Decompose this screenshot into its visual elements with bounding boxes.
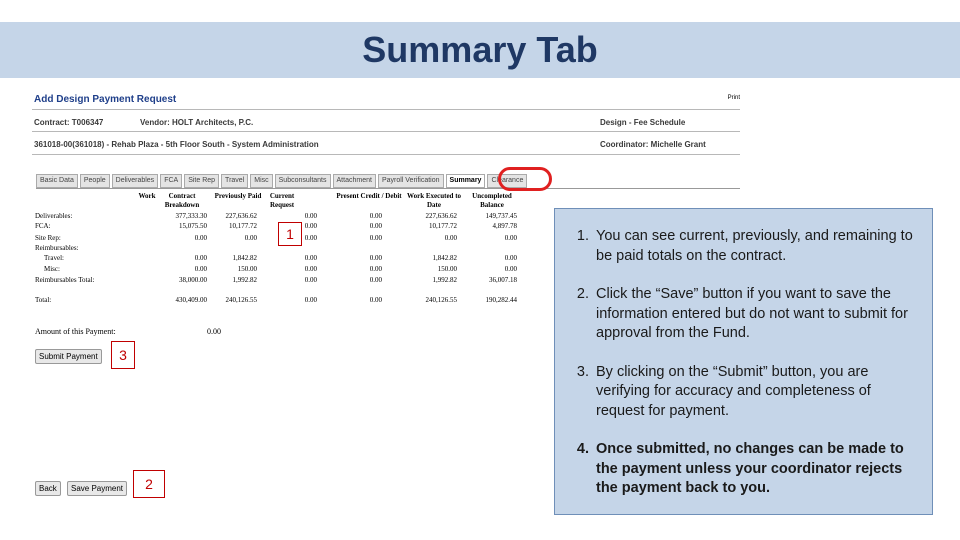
table-cell: 0.00 (304, 212, 317, 220)
tab-misc[interactable]: Misc (250, 174, 272, 188)
table-cell: 0.00 (369, 254, 382, 262)
table-cell: 0.00 (304, 276, 317, 284)
amount-label: Amount of this Payment: (35, 327, 116, 336)
table-cell: 1,992.82 (432, 276, 457, 284)
tab-deliverables[interactable]: Deliverables (112, 174, 159, 188)
tab-basic-data[interactable]: Basic Data (36, 174, 78, 188)
column-header: Work (138, 192, 156, 200)
table-cell: 240,126.55 (425, 296, 457, 304)
callout-badge-3: 3 (111, 341, 135, 369)
table-cell: 0.00 (304, 234, 317, 242)
project-name: 361018-00(361018) - Rehab Plaza - 5th Floor South - System Administration (34, 140, 319, 149)
column-header: Work Executed to Date (406, 192, 462, 209)
table-cell: 0.00 (304, 254, 317, 262)
back-button[interactable]: Back (35, 481, 61, 496)
summary-table (32, 192, 532, 312)
table-cell: 0.00 (194, 265, 207, 273)
coordinator-name: Coordinator: Michelle Grant (600, 140, 706, 149)
column-header: Present Credit / Debit (336, 192, 402, 200)
row-label: Travel: (44, 254, 64, 262)
table-cell: 1,992.82 (232, 276, 257, 284)
column-header: Previously Paid (214, 192, 262, 200)
form-title: Add Design Payment Request (34, 94, 177, 105)
callout-badge-1: 1 (278, 222, 302, 246)
row-label: Reimbursables Total: (35, 276, 95, 284)
row-label: Deliverables: (35, 212, 73, 220)
table-cell: 150.00 (437, 265, 457, 273)
table-cell: 4,897.78 (492, 222, 517, 230)
notes-panel (554, 208, 933, 515)
table-cell: 38,000.00 (179, 276, 207, 284)
row-label: Misc: (44, 265, 60, 273)
note-number: 2. (576, 286, 589, 302)
table-cell: 227,636.62 (225, 212, 257, 220)
divider (32, 154, 740, 155)
table-cell: 0.00 (194, 254, 207, 262)
column-header: Uncompleted Balance (472, 192, 512, 209)
table-cell: 0.00 (504, 234, 517, 242)
table-cell: 0.00 (304, 296, 317, 304)
tab-people[interactable]: People (80, 174, 110, 188)
table-cell: 15,075.50 (179, 222, 207, 230)
note-text: Once submitted, no changes can be made to the payment unless your coordinator rejects the payment back to you. (596, 441, 904, 496)
print-link[interactable]: Print (727, 95, 740, 101)
column-header: Contract Breakdown (164, 192, 200, 209)
table-cell: 190,282.44 (485, 296, 517, 304)
table-cell: 1,842.82 (232, 254, 257, 262)
title-bar (0, 22, 960, 78)
table-cell: 0.00 (369, 222, 382, 230)
table-cell: 0.00 (304, 265, 317, 273)
table-cell: 0.00 (304, 222, 317, 230)
tab-underline (36, 188, 740, 189)
save-payment-button[interactable]: Save Payment (67, 481, 127, 496)
tab-travel[interactable]: Travel (221, 174, 248, 188)
divider (32, 131, 740, 132)
tab-subconsultants[interactable]: Subconsultants (275, 174, 331, 188)
submit-payment-button[interactable]: Submit Payment (35, 349, 102, 364)
table-cell: 0.00 (194, 234, 207, 242)
note-item (561, 440, 916, 499)
table-cell: 10,177.72 (229, 222, 257, 230)
note-text: By clicking on the “Submit” button, you are verifying for accuracy and completeness of request for payment. (596, 363, 871, 419)
table-cell: 0.00 (369, 212, 382, 220)
table-cell: 0.00 (369, 234, 382, 242)
fee-schedule: Design - Fee Schedule (600, 118, 686, 127)
note-number: 4. (576, 441, 589, 457)
note-text: You can see current, previously, and remaining to be paid totals on the contract. (596, 228, 913, 264)
table-cell: 0.00 (369, 265, 382, 273)
tab-bar (36, 174, 529, 188)
tab-summary[interactable]: Summary (446, 174, 486, 188)
table-cell: 0.00 (444, 234, 457, 242)
note-item (561, 285, 916, 344)
contract-number: Contract: T006347 (34, 118, 104, 127)
tab-clearance[interactable]: Clearance (487, 174, 527, 188)
note-number: 3. (576, 363, 589, 380)
slide-title: Summary Tab (362, 29, 598, 70)
callout-badge-2: 2 (133, 470, 165, 498)
table-cell: 430,409.00 (175, 296, 207, 304)
table-cell: 10,177.72 (429, 222, 457, 230)
summary-tab-highlight (498, 167, 552, 191)
tab-site-rep[interactable]: Site Rep (184, 174, 219, 188)
amount-value: 0.00 (207, 327, 221, 336)
table-cell: 0.00 (369, 296, 382, 304)
note-number: 1. (576, 228, 589, 244)
tab-fca[interactable]: FCA (160, 174, 182, 188)
note-item (561, 363, 916, 422)
note-item (561, 227, 916, 266)
vendor-name: Vendor: HOLT Architects, P.C. (140, 118, 254, 127)
table-cell: 36,007.18 (489, 276, 517, 284)
table-cell: 227,636.62 (425, 212, 457, 220)
table-cell: 150.00 (237, 265, 257, 273)
table-cell: 1,842.82 (432, 254, 457, 262)
tab-attachment[interactable]: Attachment (333, 174, 376, 188)
table-cell: 0.00 (504, 254, 517, 262)
table-cell: 0.00 (369, 276, 382, 284)
table-cell: 149,737.45 (485, 212, 517, 220)
column-header: Current Request (269, 192, 295, 209)
table-cell: 0.00 (504, 265, 517, 273)
tab-payroll-verification[interactable]: Payroll Verification (378, 174, 444, 188)
row-label: Total: (35, 296, 52, 304)
table-cell: 0.00 (244, 234, 257, 242)
table-cell: 240,126.55 (225, 296, 257, 304)
divider (32, 109, 740, 110)
row-label: FCA: (35, 222, 51, 230)
row-label: Site Rep: (35, 234, 61, 242)
row-label: Reimbursables: (35, 244, 79, 252)
note-text: Click the “Save” button if you want to save the information entered but do not want to submit for approval from the Fund. (596, 286, 908, 341)
table-cell: 377,333.30 (175, 212, 207, 220)
